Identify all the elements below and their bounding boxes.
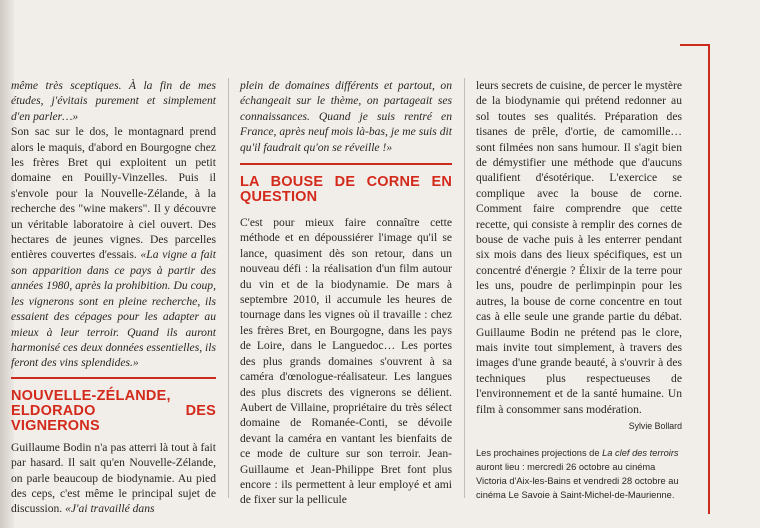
column-separator [228, 78, 229, 498]
section-rule [240, 163, 452, 165]
body-paragraph: leurs secrets de cuisine, de percer le mystère de la biodynamie qui prétend redonner au sol toutes ses qualités. Préparation des tisanes de prêle, d'ortie, de camomille… sont filmées non sans humour. Il s'agit bien de démystifier une méthode que d'aucuns qualifient d'ésotérique. L'exercice se complique avec la bouse de corne. Comment faire comprendre que cette recette, qui consiste à remplir des cornes de bouse de vache puis à les enterrer pendant six mois dans des lieux spécifiques, est un concentré d'énergie ? Élixir de la terre pour les uns, poudre de perlimpinpin pour les autres, la bouse de corne concentre en tout cas à elle seule une grande partie du débat. Guillaume Bodin ne prétend pas le clore, mais invite tout simplement, à travers des images d'une grande beauté, à s'ouvrir à des techniques plus respectueuses de l'environnement et de la santé humaine. Un film à consommer sans modération. [476, 79, 683, 416]
red-frame-right [708, 44, 710, 514]
article-column-2 [240, 78, 452, 508]
quote-paragraph: même très sceptiques. À la fin de mes études, j'évitais purement et simplement d'en parler…» [11, 79, 216, 123]
film-title: La clef des terroirs [602, 448, 679, 459]
author-signature: Sylvie Bollard [628, 420, 682, 431]
note-text: Les prochaines projections de [476, 448, 603, 459]
article-column-3 [476, 78, 682, 502]
body-paragraph: C'est pour mieux faire connaître cette méthode et en dépoussiérer l'image qu'il se lance, quasiment dès son retour, dans un nouveau défi : la réalisation d'un film autour du vin et de la biodynamie. De mars à septembre 2010, il accumule les heures de tournage dans les vignes où il travaille : chez les frères Bret, en Bourgogne, dans les pays de Loire, dans le Languedoc… Les portes des plus grands domaines s'ouvrent à sa caméra d'œnologue-réalisateur. Les langues des plus discrets des vignerons se délient. Aubert de Villaine, propriétaire du très sélect domaine de Romanée-Conti, se dévoile devant la caméra en vantant les bienfaits de ce mode de culture sur son terroir. Jean-Guillaume et Jean-Philippe Bret font plus encore : ils permettent à leur employé et ami de fixer sur la pellicule [240, 216, 452, 507]
section-heading: LA BOUSE DE CORNE EN QUESTION [240, 174, 452, 206]
quote-paragraph: plein de domaines différents et partout, on échangeait sur le thème, on partageait ses connaissances. Quand je suis rentré en France, après neuf mois là-bas, je me suis dit qu'il faudrait qu'on se réveille !» [240, 79, 452, 154]
quote-text: «J'ai travaillé dans [62, 502, 155, 516]
section-heading: NOUVELLE-ZÉLANDE, ELDORADO DES VIGNERONS [11, 387, 216, 434]
article-column-1 [11, 78, 216, 517]
column-separator [464, 78, 465, 498]
screening-note [476, 446, 682, 502]
red-frame-top [680, 44, 710, 46]
section-rule [11, 377, 216, 379]
body-paragraph [11, 124, 216, 371]
body-text: Son sac sur le dos, le montagnard prend alors le maquis, d'abord en Bourgogne chez les frères Bret qui exploitent un petit domaine en Pouilly-Vinzelles. Puis il s'envole pour la Nouvelle-Zélande, à la recherche des "wine makers". Il y découvre un véritable laboratoire à ciel ouvert. Des hectares de jeunes vignes. Des parcelles entières couvertes d'essais. [11, 125, 216, 262]
note-text: auront lieu : mercredi 26 octobre au cinéma Victoria d'Aix-les-Bains et vendredi 28 octobre au cinéma Le Savoie à Saint-Michel-de-Maurienne. [476, 462, 679, 501]
body-paragraph [11, 440, 216, 517]
body-text: Guillaume Bodin n'a pas atterri là tout à fait par hasard. Il sait qu'en Nouvelle-Zélande, on parle beaucoup de biodynamie. Au pied des ceps, c'est même le principal sujet de discussion. [11, 440, 216, 516]
quote-text: «La vigne a fait son apparition dans ce pays à partir des années 1980, après la prohibition. Du coup, les vignerons sont en pleine recherche, ils essaient des cépages pour les adapter au mieux à leur terroir. Quand ils auront harmonisé ces deux données essentielles, ils feront des vins splendides.» [11, 248, 216, 370]
